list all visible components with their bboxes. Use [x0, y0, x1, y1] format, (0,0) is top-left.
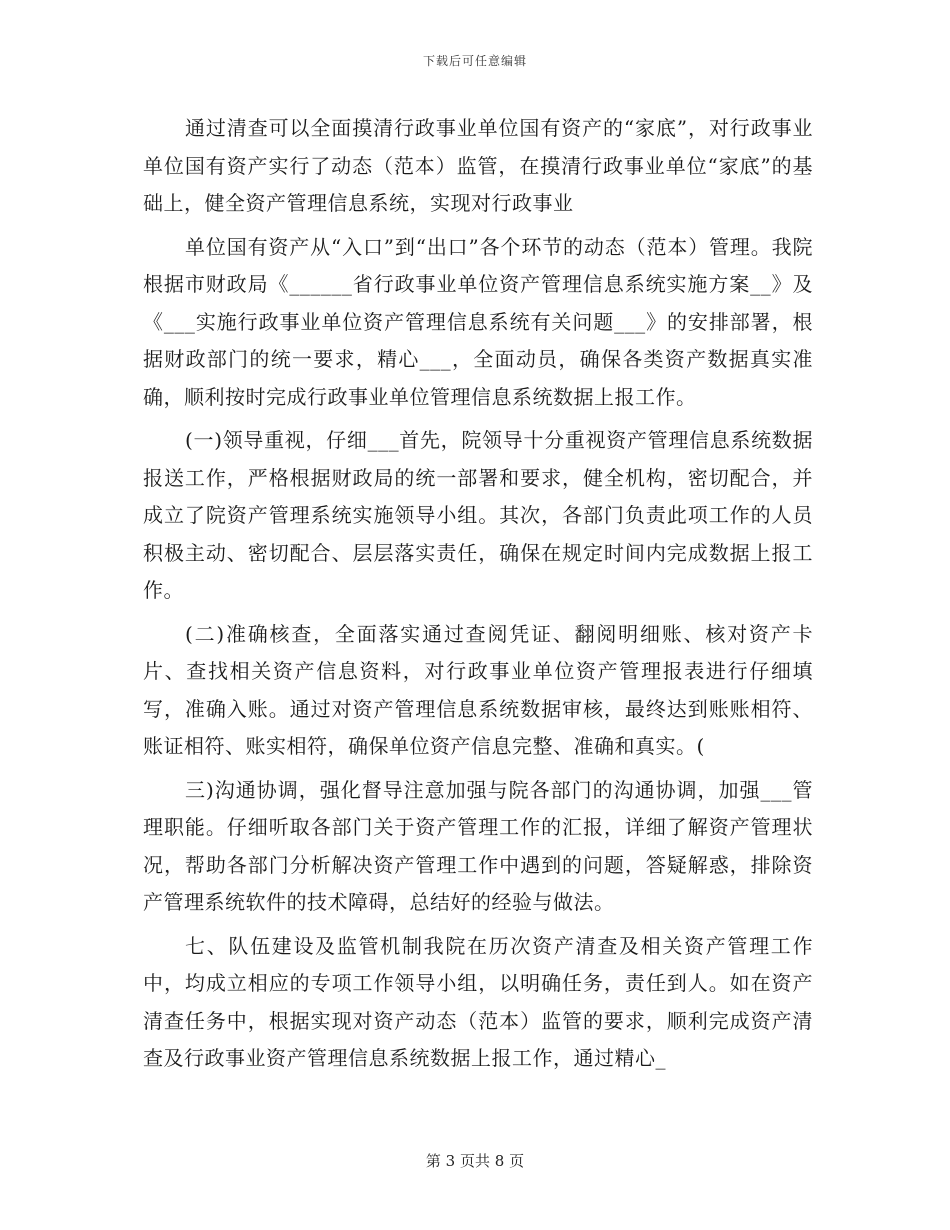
paragraph-3: (一)领导重视，仔细___首先，院领导十分重视资产管理信息系统数据报送工作，严格根据财政局的统一部署和要求，健全机构，密切配合，并成立了院资产管理系统实施领导小组。其次，各部门负责此项工作的人员积极主动、密切配合、层层落实责任，确保在规定时间内完成数据上报工作。	[143, 428, 813, 602]
paragraph-2: 单位国有资产从“入口”到“出口”各个环节的动态（范本）管理。我院根据市财政局《______省行政事业单位资产管理信息系统实施方案__》及《___实施行政事业单位资产管理信息系统有关问题___》的安排部署，根据财政部门的统一要求，精心___，全面动员，确保各类资产数据真实准确，顺利按时完成行政事业单位管理信息系统数据上报工作。	[143, 234, 813, 409]
page-number: 第 3 页共 8 页	[425, 1152, 525, 1170]
paragraph-1: 通过清查可以全面摸清行政事业单位国有资产的“家底”，对行政事业单位国有资产实行了动态（范本）监管，在摸清行政事业单位“家底”的基础上，健全资产管理信息系统，实现对行政事业	[143, 116, 813, 215]
paragraph-4: (二)准确核查，全面落实通过查阅凭证、翻阅明细账、核对资产卡片、查找相关资产信息资料，对行政事业单位资产管理报表进行仔细填写，准确入账。通过对资产管理信息系统数据审核，最终达到账账相符、账证相符、账实相符，确保单位资产信息完整、准确和真实。(	[143, 621, 813, 758]
paragraph-5: 三)沟通协调，强化督导注意加强与院各部门的沟通协调，加强___管理职能。仔细听取各部门关于资产管理工作的汇报，详细了解资产管理状况，帮助各部门分析解决资产管理工作中遇到的问题，答疑解惑，排除资产管理系统软件的技术障碍，总结好的经验与做法。	[143, 777, 813, 914]
page-header: 下载后可任意编辑	[422, 54, 527, 68]
document-body	[143, 110, 813, 1084]
paragraph-6: 七、队伍建设及监管机制我院在历次资产清查及相关资产管理工作中，均成立相应的专项工作领导小组，以明确任务，责任到人。如在资产清查任务中，根据实现对资产动态（范本）监管的要求，顺利完成资产清查及行政事业资产管理信息系统数据上报工作，通过精心_	[143, 933, 813, 1070]
